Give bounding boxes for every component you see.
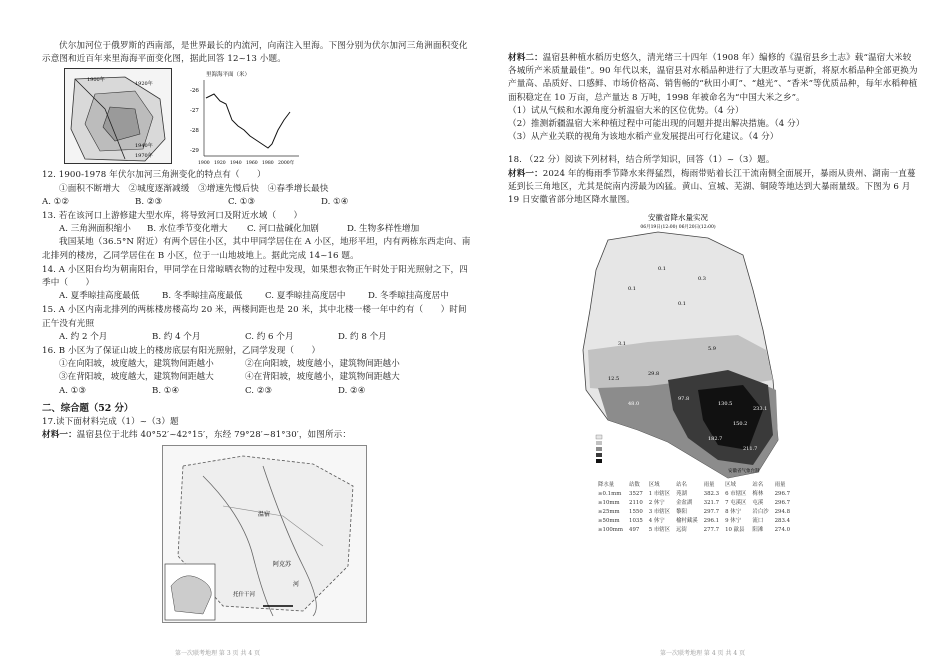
q14-option-c[interactable]: C. 夏季晾挂高度居中 bbox=[265, 291, 346, 302]
map-label-1940: 1940年 bbox=[135, 143, 153, 150]
q16-option-a[interactable]: A. ①③ bbox=[59, 385, 87, 396]
legend-row bbox=[598, 527, 794, 534]
question-16-items-row1 bbox=[42, 358, 472, 371]
legend-cell: 497 bbox=[629, 527, 640, 534]
question-17: 17.读下面材料完成（1）~（3）题 bbox=[42, 416, 179, 427]
q12-option-a[interactable]: A. ①② bbox=[42, 196, 70, 207]
legend-row bbox=[598, 500, 794, 507]
question-15-options bbox=[42, 331, 472, 344]
q15-option-c[interactable]: C. 约 6 个月 bbox=[245, 331, 294, 342]
xtick-1920: 1920 bbox=[214, 161, 226, 167]
legend-cell: ≥50mm bbox=[598, 518, 620, 525]
question-14-options bbox=[42, 290, 472, 303]
legend-cell: 雨量 bbox=[703, 482, 715, 489]
legend-cell: 5 市辖区 bbox=[648, 527, 671, 534]
question-15: 15. A 小区内南北排列的两栋楼房楼高均 20 米，两楼间距也是 20 米，其中北楼一楼一年中约有（ ）时间正午没有光照 bbox=[42, 305, 467, 329]
legend-cell: 苑湖 bbox=[676, 491, 687, 498]
legend-row bbox=[598, 518, 794, 525]
rain-val-5: 3.1 bbox=[618, 341, 626, 348]
intro-text: 伏尔加河位于俄罗斯的西南部，是世界最长的内流河，向南注入里海。下图分别为伏尔加河三角洲面积变化示意图和近百年来里海海平面变化图，据此回答 12~13 小题。 bbox=[42, 41, 468, 65]
legend-cell: 区域 bbox=[648, 482, 660, 489]
legend-row bbox=[598, 491, 794, 498]
q13-option-a[interactable]: A. 三角洲面积缩小 bbox=[59, 224, 131, 235]
map-label-wensu: 温宿 bbox=[258, 511, 271, 519]
q14-option-a[interactable]: A. 夏季晾挂高度最低 bbox=[59, 291, 140, 302]
map-label-aksu: 阿克苏 bbox=[273, 561, 292, 569]
map-label-1920: 1920年 bbox=[135, 81, 153, 88]
rain-val-12: 150.2 bbox=[733, 421, 748, 428]
rain-map-title: 安徽省降水量实况 bbox=[648, 213, 708, 223]
sea-level-chart bbox=[184, 68, 304, 168]
rain-val-15: 233.1 bbox=[753, 406, 768, 413]
legend-cell: 站数 bbox=[629, 482, 640, 489]
legend-cell: 1550 bbox=[629, 509, 643, 516]
ytick-27: -27 bbox=[190, 108, 199, 115]
legend-cell: 雨量 bbox=[774, 482, 786, 489]
xtick-1900: 1900 bbox=[198, 161, 210, 167]
q15-option-a[interactable]: A. 约 2 个月 bbox=[59, 331, 108, 342]
material-2-text: 温宿县种植水稻历史悠久，清光绪三十四年（1908 年）编修的《温宿县乡土志》载“温宿大米较各城所产米质量最佳”。90 年代以来，温宿县对水稻品种进行了大胆改革与更新，将原水稻品种全部更换为产量高、品质好、口感鲜、市场价格高、销售畅的“秋田小町”、“越光”、“香米”等优质品种，每年水稻种植面积稳定在 10 万亩，总产量达 8 万吨，1998 年被命名为“中国大米之乡”。 bbox=[508, 53, 918, 103]
question-13: 13. 若在该河口上游修建大型水库，将导致河口及附近水域（ ） bbox=[42, 211, 303, 222]
q16-item-3: ③在背阳坡，坡度越大，建筑物间距越大 bbox=[59, 372, 214, 383]
legend-cell: 3527 bbox=[629, 491, 643, 498]
material-18-label: 材料一： bbox=[508, 168, 543, 179]
legend-cell: 黎阳 bbox=[676, 509, 687, 516]
wensu-map-svg bbox=[163, 446, 368, 624]
sea-level-chart-svg bbox=[184, 68, 304, 168]
legend-cell: 3 市辖区 bbox=[648, 509, 671, 516]
delta-map bbox=[64, 68, 172, 164]
figure-volga bbox=[64, 68, 324, 168]
map-label-1970: 1970年 bbox=[135, 153, 153, 160]
q16-option-d[interactable]: D. ②④ bbox=[338, 385, 366, 396]
q16-item-4: ④在背阳坡，坡度越小，建筑物间距越大 bbox=[245, 372, 400, 383]
legend-cell: 1 市辖区 bbox=[648, 491, 671, 498]
section-heading: 二、综合题（52 分） bbox=[42, 402, 134, 414]
q15-option-d[interactable]: D. 约 8 个月 bbox=[338, 331, 387, 342]
legend-cell: 296.7 bbox=[774, 500, 791, 507]
footer-left: 第一次联考地理 第 3 页 共 4 页 bbox=[175, 650, 261, 657]
q14-option-b[interactable]: B. 冬季晾挂高度最低 bbox=[162, 291, 243, 302]
question-14: 14. A 小区阳台均为朝南阳台，甲同学在日常晾晒衣物的过程中发现，如果想衣物正午时处于阳光照射之下，四季中（ ） bbox=[42, 264, 468, 289]
material-1-text: 温宿县位于北纬 40°52′~42°15′，东经 79°28′~81°30′，如图所示： bbox=[76, 430, 352, 441]
map-label-toshgan: 托什干河 bbox=[233, 592, 256, 599]
xtick-1960: 1960 bbox=[246, 161, 258, 167]
right-column bbox=[508, 52, 918, 550]
rain-val-2: 0.1 bbox=[628, 286, 636, 293]
footer-right: 第一次联考地理 第 4 页 共 4 页 bbox=[660, 650, 746, 657]
q13-option-d[interactable]: D. 生物多样性增加 bbox=[347, 224, 420, 235]
question-12-options bbox=[42, 196, 472, 209]
legend-cell: 区域 bbox=[725, 482, 736, 489]
question-18: 18. （22 分）阅读下列材料，结合所学知识，回答（1）~（3）题。 bbox=[508, 155, 775, 166]
rain-val-11: 130.5 bbox=[718, 401, 733, 408]
xtick-1980: 1980 bbox=[262, 161, 274, 167]
legend-cell: 4 休宁 bbox=[648, 518, 665, 525]
legend-cell: 294.8 bbox=[774, 509, 791, 516]
legend-cell: 流口 bbox=[752, 518, 764, 525]
q16-item-1: ①在向阳坡，坡度越大，建筑物间距越小 bbox=[59, 359, 214, 370]
legend-cell: 8 休宁 bbox=[725, 509, 742, 516]
map-label-1900: 1900年 bbox=[87, 77, 105, 84]
legend-cell: ≥25mm bbox=[598, 509, 620, 516]
legend-cell: 2 休宁 bbox=[648, 500, 665, 507]
material-1 bbox=[42, 429, 472, 442]
q16-option-c[interactable]: C. ②③ bbox=[245, 385, 273, 396]
legend-cell: 277.7 bbox=[703, 527, 720, 534]
material-18 bbox=[508, 168, 918, 208]
xtick-2000: 2000年 bbox=[278, 161, 295, 167]
figure-wensu-map bbox=[162, 445, 367, 623]
legend-cell: 6 市辖区 bbox=[725, 491, 747, 498]
delta-map-svg bbox=[65, 69, 173, 165]
question-12: 12. 1900-1978 年伏尔加河三角洲变化的特点有（ ） bbox=[42, 170, 266, 181]
figure-anhui-rainfall bbox=[568, 210, 791, 550]
question-16-items-row2 bbox=[42, 371, 472, 384]
q12-option-c[interactable]: C. ①③ bbox=[228, 196, 256, 207]
q16-option-b[interactable]: B. ①④ bbox=[152, 385, 180, 396]
legend-cell: 9 休宁 bbox=[725, 518, 742, 525]
rain-val-8: 29.8 bbox=[648, 371, 660, 378]
legend-cell: 2110 bbox=[629, 500, 643, 507]
xtick-1940: 1940 bbox=[230, 161, 242, 167]
legend-cell: 382.3 bbox=[703, 491, 720, 498]
rain-val-6: 5.9 bbox=[708, 346, 716, 353]
legend-cell: 7 屯溪区 bbox=[725, 500, 747, 507]
ytick-28: -28 bbox=[190, 128, 199, 135]
q15-option-b[interactable]: B. 约 4 个月 bbox=[152, 331, 201, 342]
legend-cell: 岩白沙 bbox=[752, 509, 769, 516]
rain-map-subtitle: 06月19日(12:00) 06月20日(12:00) bbox=[640, 225, 716, 231]
rain-val-10: 97.8 bbox=[678, 396, 690, 403]
material-1-label: 材料一： bbox=[42, 430, 77, 441]
legend-cell: 阳滩 bbox=[752, 527, 764, 534]
legend-cell: 站名 bbox=[676, 482, 687, 489]
rain-val-1: 0.1 bbox=[658, 266, 666, 273]
material-18-text: 2024 年的梅雨季节降水来得猛烈，梅雨带贴着长江干流南侧全面展开，暴雨从贵州、湖南一直蔓延到长三角地区，尤其是皖南内涝最为凶猛。黄山、宣城、芜湖、铜陵等地达到大暴雨量级。下图为 6 月 19 日安徽省部分地区降水量图。 bbox=[508, 168, 916, 206]
q14-option-d[interactable]: D. 冬季晾挂高度居中 bbox=[368, 291, 449, 302]
legend-cell: 296.7 bbox=[774, 491, 791, 498]
question-16-options bbox=[42, 385, 472, 398]
rain-val-3: 0.3 bbox=[698, 276, 706, 283]
q13-option-c[interactable]: C. 河口盐碱化加剧 bbox=[247, 224, 319, 235]
legend-cell: 屯溪 bbox=[752, 500, 764, 507]
legend-row bbox=[598, 482, 794, 489]
legend-cell: 1035 bbox=[629, 518, 643, 525]
rain-val-4: 0.1 bbox=[678, 301, 686, 308]
legend-cell: ≥100mm bbox=[598, 527, 624, 534]
question-16: 16. B 小区为了保证山坡上的楼房底层有阳光照射，乙同学发现（ ） bbox=[42, 346, 321, 357]
intro-2-text: 我国某地（36.5°N 附近）有两个居住小区，其中甲同学居住在 A 小区，地形平坦，内有两栋东西走向、南北排列的楼房，乙同学居住在 B 小区，位于一山地坡地上。据此完成 14~16 题。 bbox=[42, 237, 471, 261]
q12-option-d[interactable]: D. ①④ bbox=[321, 196, 349, 207]
chart-ylabel: 里海海平面（米） bbox=[206, 72, 251, 79]
legend-cell: 297.7 bbox=[703, 509, 720, 516]
legend-row bbox=[598, 509, 794, 516]
legend-cell: 降水量 bbox=[598, 482, 615, 489]
question-13-options bbox=[42, 223, 472, 236]
map-label-river: 河 bbox=[293, 581, 300, 589]
rain-val-7: 12.5 bbox=[608, 376, 620, 383]
sub-question-2: （2）推测新疆温宿大米种植过程中可能出现的问题并提出解决措施。（4 分） bbox=[508, 119, 805, 130]
legend-cell: 榆村藏溪 bbox=[676, 518, 698, 525]
q16-item-2: ②在向阳坡，坡度越小，建筑物间距越小 bbox=[245, 359, 400, 370]
legend-cell: ≥0.1mm bbox=[598, 491, 622, 498]
ytick-29: -29 bbox=[190, 148, 199, 155]
rain-val-13: 182.7 bbox=[708, 436, 723, 443]
material-2-label: 材料二： bbox=[508, 53, 543, 63]
rain-val-9: 48.0 bbox=[628, 401, 640, 408]
sub-question-3: （3）从产业关联的视角为该地水稻产业发展提出可行化建议。（4 分） bbox=[508, 132, 779, 143]
legend-cell: 283.4 bbox=[774, 518, 791, 525]
legend-cell: 10 歙县 bbox=[725, 527, 745, 534]
legend-cell: 梅林 bbox=[752, 491, 764, 498]
left-column bbox=[42, 40, 472, 623]
legend-cell: 站名 bbox=[752, 482, 764, 489]
legend-cell: 274.0 bbox=[774, 527, 791, 534]
legend-cell: 296.1 bbox=[703, 518, 720, 525]
rain-legend-table bbox=[596, 480, 796, 536]
legend-cell: 321.7 bbox=[703, 500, 720, 507]
rain-legend-body bbox=[598, 482, 794, 534]
ytick-26: -26 bbox=[190, 88, 199, 95]
legend-cell: 金盆湖 bbox=[676, 500, 693, 507]
material-2 bbox=[508, 52, 918, 105]
rain-val-14: 211.7 bbox=[743, 446, 758, 453]
question-12-items: ①面积不断增大 ②城度逐渐减缓 ③增速先慢后快 ④春季增长最快 bbox=[59, 183, 329, 194]
legend-cell: 远街 bbox=[676, 527, 687, 534]
rain-map-source: 安徽省气象台制 bbox=[728, 469, 760, 475]
q13-option-b[interactable]: B. 水位季节变化增大 bbox=[147, 224, 228, 235]
q12-option-b[interactable]: B. ②③ bbox=[135, 196, 163, 207]
sub-question-1: （1）试从气候和水源角度分析温宿大米的区位优势。（4 分） bbox=[508, 105, 744, 116]
legend-cell: ≥10mm bbox=[598, 500, 620, 507]
